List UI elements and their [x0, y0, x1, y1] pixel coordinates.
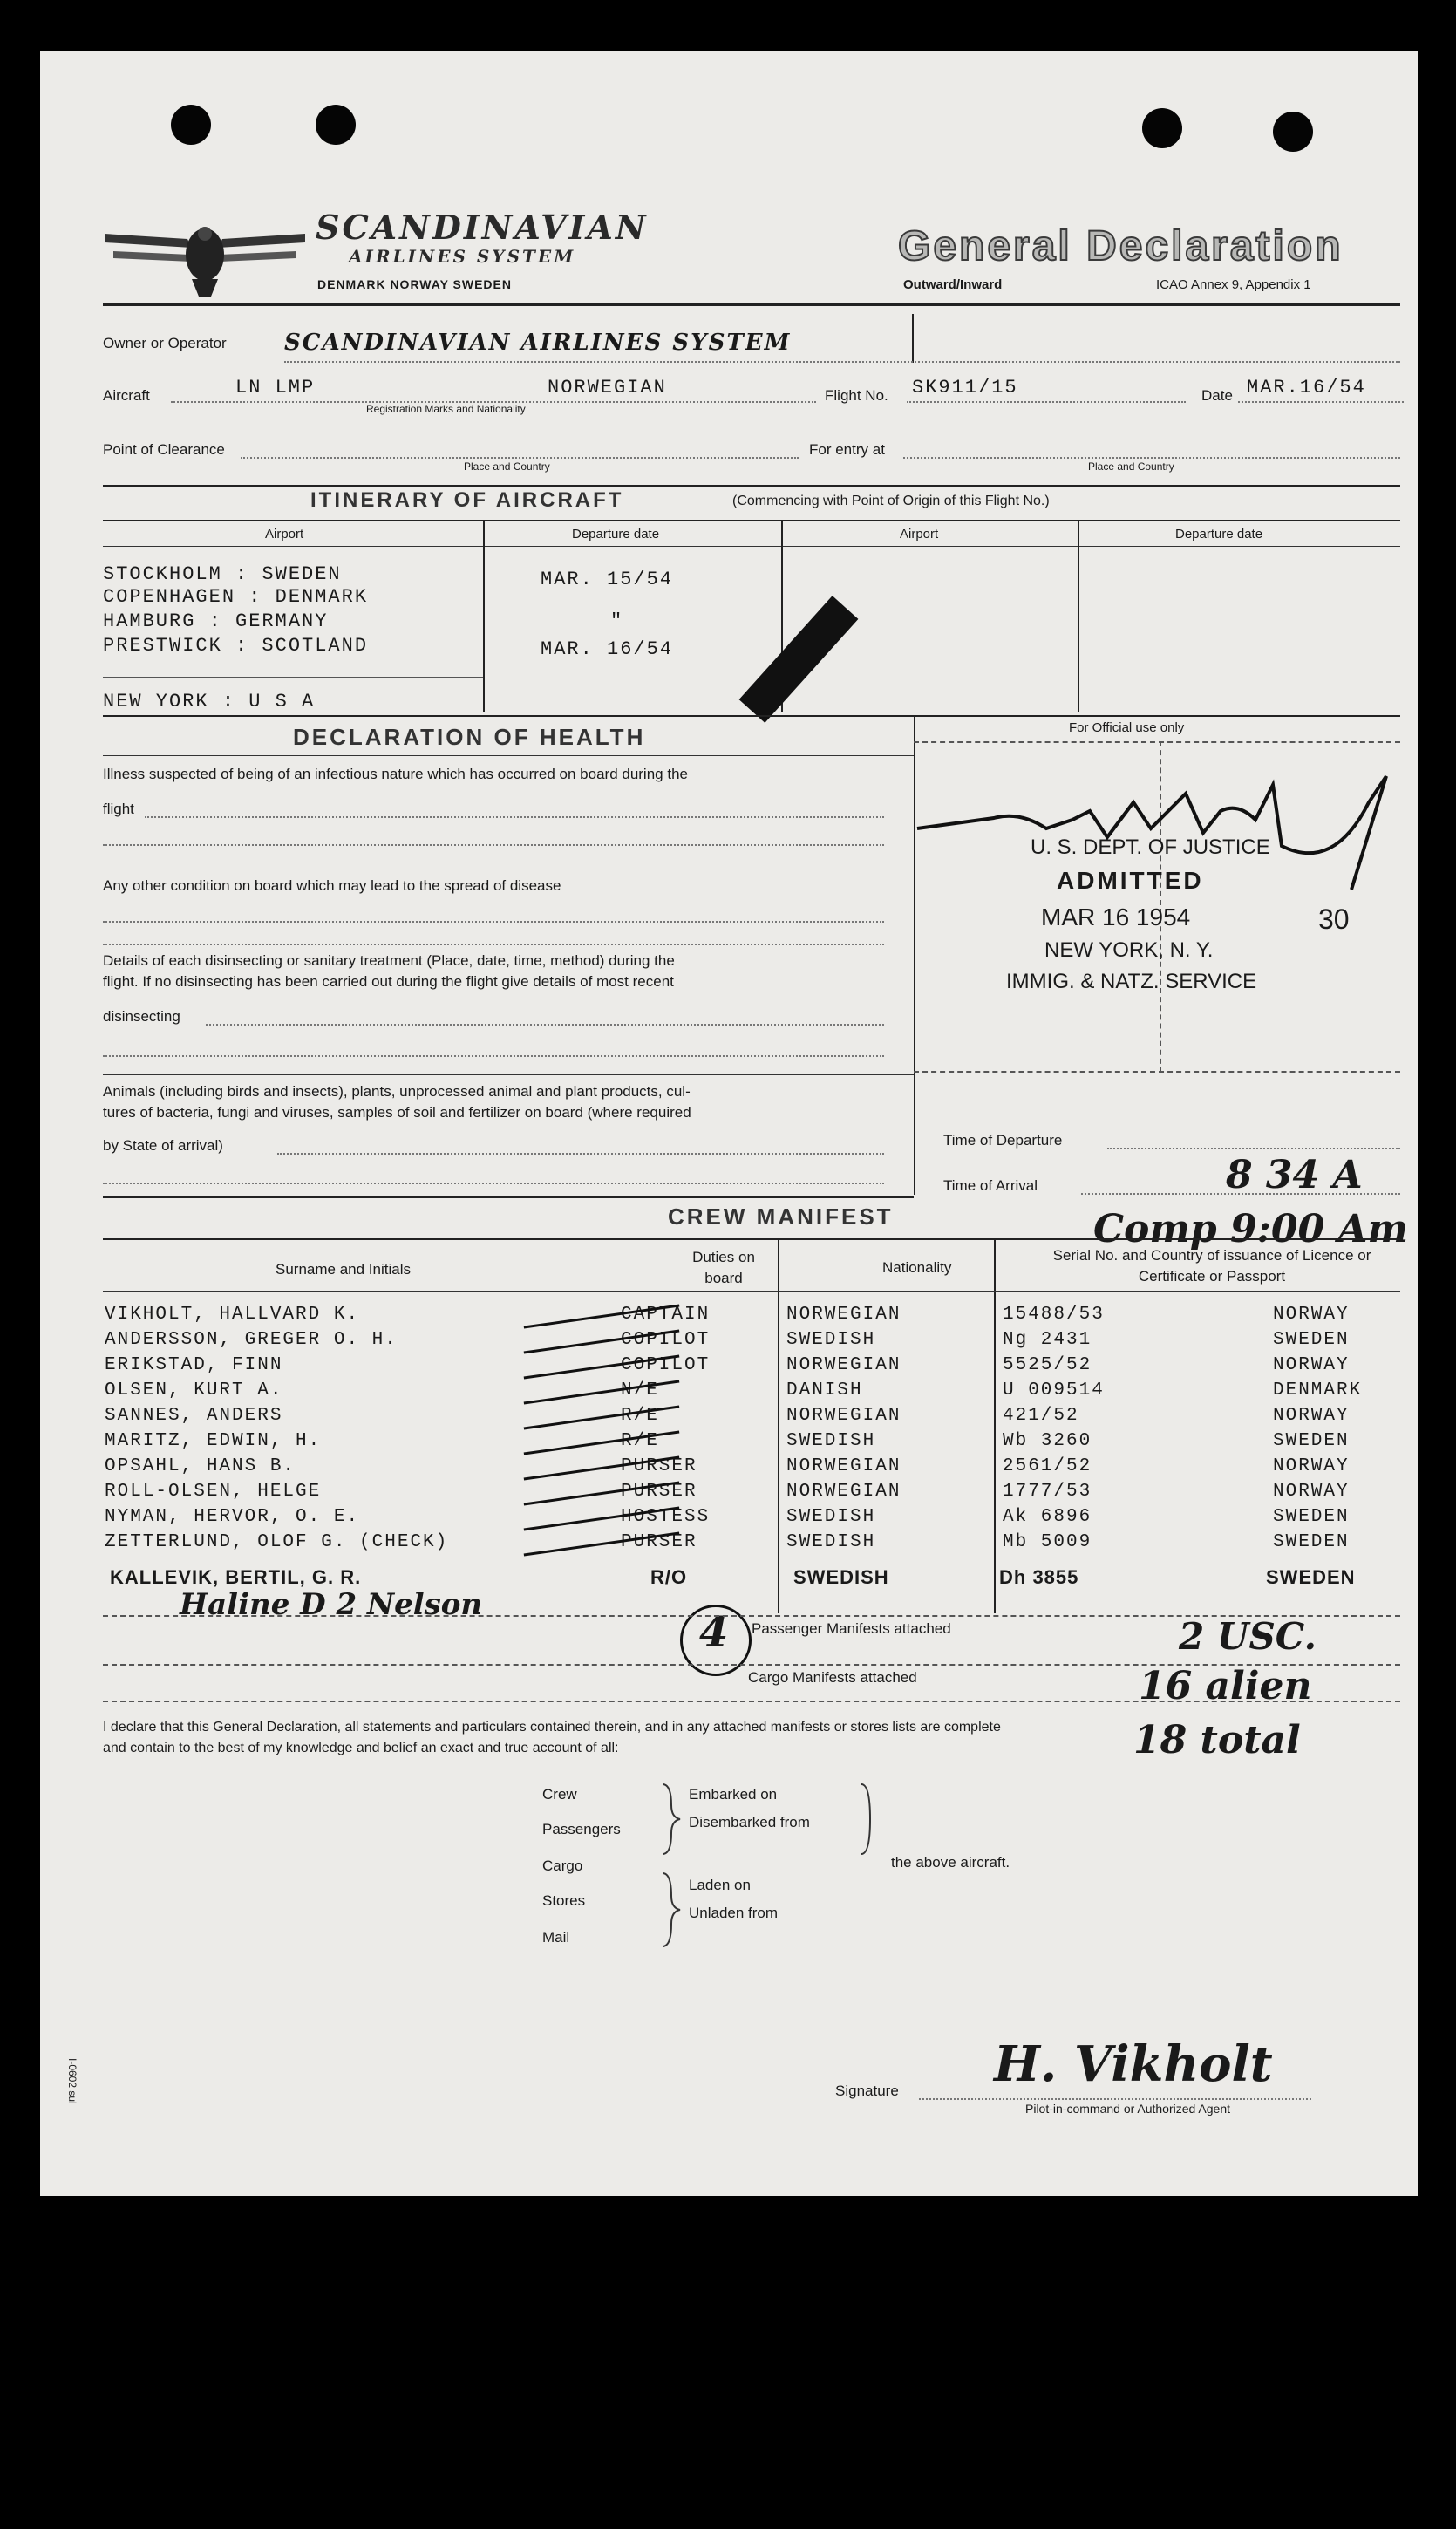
- crew-serial-0: 15488/53: [1003, 1305, 1105, 1325]
- crew-nat-5: SWEDISH: [786, 1431, 876, 1451]
- crew-extra-duty: R/O: [650, 1566, 688, 1588]
- health-q3c: disinsecting: [103, 1008, 180, 1025]
- circled-count-value: 4: [699, 1608, 729, 1657]
- crew-country-0: NORWAY: [1273, 1305, 1350, 1325]
- declaration-stores: Stores: [542, 1892, 586, 1909]
- form-direction: Outward/Inward: [903, 277, 1003, 292]
- crew-nat-9: SWEDISH: [786, 1532, 876, 1552]
- crew-country-7: NORWAY: [1273, 1482, 1350, 1502]
- icao-reference: ICAO Annex 9, Appendix 1: [1156, 277, 1311, 292]
- stamp-number: 30: [1318, 903, 1350, 935]
- health-q3: Details of each disinsecting or sanitary treatment (Place, date, time, method) during the: [103, 952, 675, 969]
- punch-hole: [171, 105, 211, 145]
- owner-label: Owner or Operator: [103, 335, 227, 351]
- declaration-crew: Crew: [542, 1786, 577, 1803]
- crew-duty-4: R/E: [621, 1406, 659, 1426]
- aircraft-label: Aircraft: [103, 387, 150, 404]
- official-use-label: For Official use only: [1069, 720, 1185, 735]
- completion-note-handwritten: Comp 9:00 Am: [1093, 1207, 1409, 1251]
- flight-number: SK911/15: [912, 377, 1018, 399]
- punch-hole: [1142, 108, 1182, 148]
- health-q4c: by State of arrival): [103, 1137, 223, 1154]
- crew-duty-3: N/E: [621, 1380, 659, 1401]
- airline-name: SCANDINAVIAN: [316, 208, 649, 247]
- crew-name-8: NYMAN, HERVOR, O. E.: [105, 1507, 360, 1527]
- crew-extra-handwritten: Haline D 2 Nelson: [180, 1587, 483, 1622]
- airline-subname: AIRLINES SYSTEM: [349, 246, 576, 267]
- declaration-mail: Mail: [542, 1929, 570, 1946]
- sas-logo-icon: [105, 209, 305, 305]
- crew-duty-7: PURSER: [621, 1482, 697, 1502]
- crew-col-serial: Serial No. and Country of issuance of Licence or Certificate or Passport: [1052, 1247, 1371, 1285]
- crew-serial-7: 1777/53: [1003, 1482, 1092, 1502]
- entry-note: Place and Country: [1088, 460, 1174, 473]
- health-q2: Any other condition on board which may lead to the spread of disease: [103, 877, 561, 894]
- health-q3b: flight. If no disinsecting has been carried out during the flight give details of most recent: [103, 973, 674, 990]
- health-q4: Animals (including birds and insects), plants, unprocessed animal and plant products, cul-: [103, 1083, 691, 1100]
- crew-country-8: SWEDEN: [1273, 1507, 1350, 1527]
- crew-extra-serial: Dh 3855: [999, 1566, 1079, 1588]
- itinerary-subtitle: (Commencing with Point of Origin of this Flight No.): [732, 494, 1050, 508]
- crew-serial-5: Wb 3260: [1003, 1431, 1092, 1451]
- captain-signature: H. Vikholt: [994, 2035, 1273, 2093]
- declaration-disembarked: Disembarked from: [689, 1814, 810, 1830]
- stamp-line-4: NEW YORK, N. Y.: [1044, 938, 1214, 962]
- crew-title: CREW MANIFEST: [668, 1203, 894, 1230]
- health-q1: Illness suspected of being of an infectious nature which has occurred on board during the: [103, 766, 688, 782]
- airline-countries: DENMARK NORWAY SWEDEN: [317, 277, 512, 291]
- cargo-manifest-label: Cargo Manifests attached: [748, 1669, 917, 1686]
- crew-country-2: NORWAY: [1273, 1355, 1350, 1375]
- itinerary-airport-2: HAMBURG : GERMANY: [103, 610, 329, 632]
- crew-nat-4: NORWEGIAN: [786, 1406, 901, 1426]
- stamp-line-3: MAR 16 1954: [1041, 903, 1191, 930]
- crew-name-3: OLSEN, KURT A.: [105, 1380, 283, 1401]
- declaration-laden: Laden on: [689, 1877, 751, 1893]
- declaration-text-2: and contain to the best of my knowledge and belief an exact and true account of all:: [103, 1741, 619, 1755]
- punch-hole: [316, 105, 356, 145]
- time-departure-label: Time of Departure: [943, 1132, 1063, 1149]
- crew-duty-1: COPILOT: [621, 1330, 711, 1350]
- crew-col-nationality: Nationality: [882, 1259, 952, 1276]
- aircraft-marks: LN LMP: [235, 377, 316, 399]
- clearance-label: Point of Clearance: [103, 441, 225, 458]
- crew-country-9: SWEDEN: [1273, 1532, 1350, 1552]
- declaration-text-1: I declare that this General Declaration, all statements and particulars contained therein, and in any attached manifests or stores lists are complete: [103, 1720, 1001, 1735]
- crew-name-1: ANDERSSON, GREGER O. H.: [105, 1330, 398, 1350]
- crew-duty-5: R/E: [621, 1431, 659, 1451]
- signature-label: Signature: [835, 2083, 899, 2099]
- crew-col-name: Surname and Initials: [276, 1261, 411, 1278]
- stamp-line-1: U. S. DEPT. OF JUSTICE: [1031, 835, 1270, 859]
- declaration-braces-icon: [645, 1779, 881, 1953]
- stamp-line-2: ADMITTED: [1057, 867, 1204, 894]
- crew-country-1: SWEDEN: [1273, 1330, 1350, 1350]
- crew-name-6: OPSAHL, HANS B.: [105, 1456, 296, 1476]
- crew-country-4: NORWAY: [1273, 1406, 1350, 1426]
- crew-country-3: DENMARK: [1273, 1380, 1363, 1401]
- crew-serial-4: 421/52: [1003, 1406, 1079, 1426]
- itinerary-date-3: MAR. 16/54: [541, 638, 674, 660]
- crew-name-4: SANNES, ANDERS: [105, 1406, 283, 1426]
- clearance-note: Place and Country: [464, 460, 550, 473]
- owner-value: SCANDINAVIAN AIRLINES SYSTEM: [284, 330, 792, 356]
- side-form-code: I-0602 sul: [66, 2058, 78, 2104]
- crew-serial-6: 2561/52: [1003, 1456, 1092, 1476]
- itinerary-col-airport-2: Airport: [900, 527, 939, 542]
- arrival-time-handwritten: 8 34 A: [1226, 1153, 1363, 1197]
- crew-serial-2: 5525/52: [1003, 1355, 1092, 1375]
- time-arrival-label: Time of Arrival: [943, 1177, 1038, 1194]
- itinerary-airport-0: STOCKHOLM : SWEDEN: [103, 563, 342, 585]
- date-label: Date: [1201, 387, 1233, 404]
- health-q1b: flight: [103, 801, 134, 817]
- declaration-embarked: Embarked on: [689, 1786, 778, 1803]
- date-value: MAR.16/54: [1247, 377, 1366, 399]
- crew-extra-nationality: SWEDISH: [793, 1566, 889, 1588]
- itinerary-col-departure-2: Departure date: [1175, 527, 1263, 542]
- declaration-passengers: Passengers: [542, 1821, 621, 1837]
- crew-nat-6: NORWEGIAN: [786, 1456, 901, 1476]
- declaration-unladen: Unladen from: [689, 1905, 779, 1921]
- itinerary-title: ITINERARY OF AIRCRAFT: [310, 488, 624, 512]
- crew-duty-9: PURSER: [621, 1532, 697, 1552]
- crew-duty-2: COPILOT: [621, 1355, 711, 1375]
- declaration-above-aircraft: the above aircraft.: [891, 1854, 1010, 1871]
- crew-nat-2: NORWEGIAN: [786, 1355, 901, 1375]
- crew-serial-9: Mb 5009: [1003, 1532, 1092, 1552]
- health-title: DECLARATION OF HEALTH: [293, 724, 646, 750]
- declaration-cargo: Cargo: [542, 1858, 583, 1874]
- passenger-manifest-label: Passenger Manifests attached: [752, 1620, 951, 1637]
- crew-duty-0: CAPTAIN: [621, 1305, 711, 1325]
- itinerary-destination: NEW YORK : U S A: [103, 691, 316, 712]
- crew-name-7: ROLL-OLSEN, HELGE: [105, 1482, 322, 1502]
- crew-extra-name: KALLEVIK, BERTIL, G. R.: [110, 1566, 362, 1588]
- itinerary-date-2: ": [610, 610, 624, 632]
- crew-name-0: VIKHOLT, HALLVARD K.: [105, 1305, 360, 1325]
- health-q4b: tures of bacteria, fungi and viruses, samples of soil and fertilizer on board (where required: [103, 1104, 691, 1121]
- crew-col-duties: Duties on board: [692, 1249, 755, 1286]
- punch-hole: [1273, 112, 1313, 152]
- crew-serial-3: U 009514: [1003, 1380, 1105, 1401]
- itinerary-col-airport: Airport: [265, 527, 304, 542]
- aircraft-nationality: NORWEGIAN: [548, 377, 667, 399]
- stamp-line-5: IMMIG. & NATZ. SERVICE: [1006, 970, 1257, 993]
- itinerary-date-0: MAR. 15/54: [541, 569, 674, 590]
- crew-nat-0: NORWEGIAN: [786, 1305, 901, 1325]
- itinerary-airport-3: PRESTWICK : SCOTLAND: [103, 635, 369, 657]
- pilot-note: Pilot-in-command or Authorized Agent: [1025, 2102, 1231, 2116]
- form-title: General Declaration: [898, 223, 1344, 269]
- flight-label: Flight No.: [825, 387, 888, 404]
- crew-duty-6: PURSER: [621, 1456, 697, 1476]
- itinerary-airport-1: COPENHAGEN : DENMARK: [103, 586, 369, 608]
- alien-count-handwritten: 16 alien: [1139, 1664, 1312, 1708]
- crew-extra-country: SWEDEN: [1266, 1566, 1356, 1588]
- crew-nat-3: DANISH: [786, 1380, 863, 1401]
- usc-count-handwritten: 2 USC.: [1179, 1615, 1317, 1658]
- crew-country-6: NORWAY: [1273, 1456, 1350, 1476]
- aircraft-note: Registration Marks and Nationality: [366, 403, 526, 415]
- crew-nat-7: NORWEGIAN: [786, 1482, 901, 1502]
- crew-nat-1: SWEDISH: [786, 1330, 876, 1350]
- total-count-handwritten: 18 total: [1133, 1718, 1301, 1762]
- itinerary-col-departure: Departure date: [572, 527, 660, 542]
- crew-serial-8: Ak 6896: [1003, 1507, 1092, 1527]
- crew-duty-8: HOSTESS: [621, 1507, 711, 1527]
- crew-country-5: SWEDEN: [1273, 1431, 1350, 1451]
- crew-name-5: MARITZ, EDWIN, H.: [105, 1431, 322, 1451]
- crew-name-2: ERIKSTAD, FINN: [105, 1355, 283, 1375]
- crew-name-9: ZETTERLUND, OLOF G. (CHECK): [105, 1532, 449, 1552]
- crew-serial-1: Ng 2431: [1003, 1330, 1092, 1350]
- crew-nat-8: SWEDISH: [786, 1507, 876, 1527]
- entry-label: For entry at: [809, 441, 885, 458]
